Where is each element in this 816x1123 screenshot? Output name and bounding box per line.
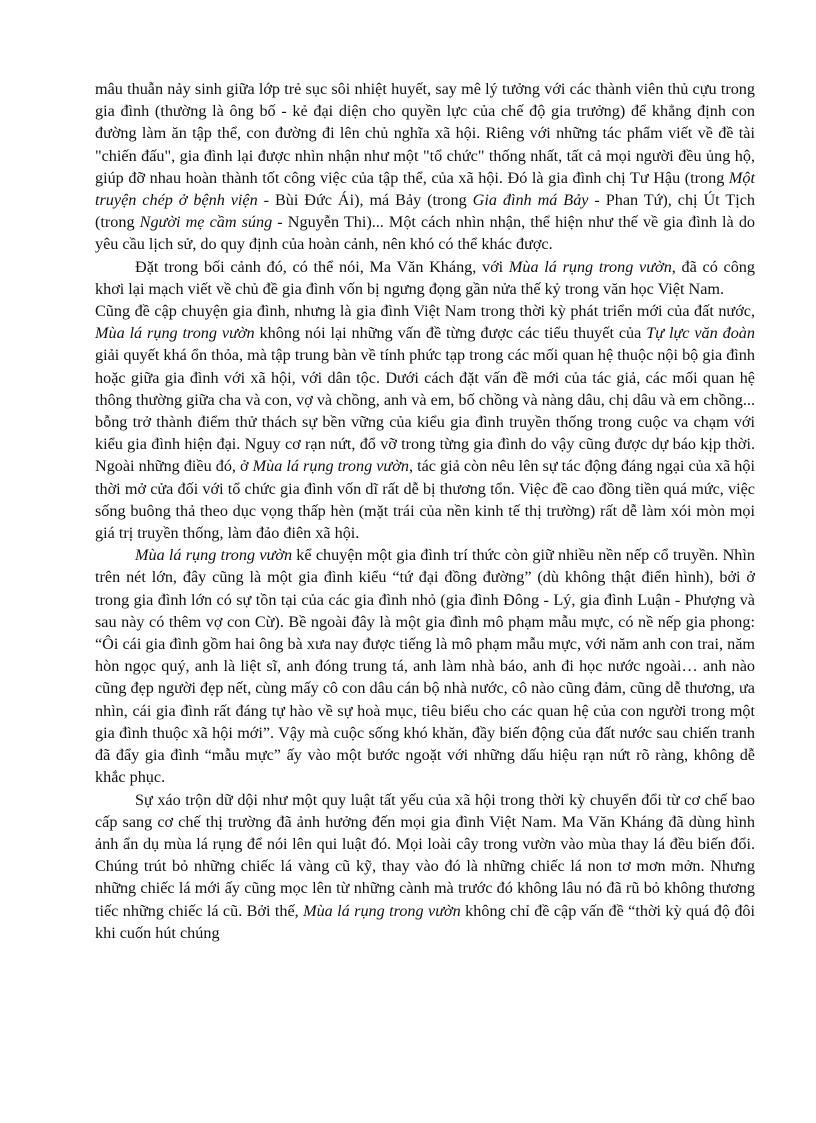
body-text: kể chuyện một gia đình trí thức còn giữ nhiều nền nếp cổ truyền. Nhìn trên nét lớn, đây cũng là một gia đình kiểu “tứ đại đồng đường” (dù không thật điển hình), bởi ở trong gia đình lớn có sự tồn tại của các gia đình nhỏ (gia đình Đông - Lý, gia đình Luận - Phượng và sau này có thêm vợ con Cừ). Bề ngoài đây là một gia đình mô phạm mẫu mực, có nề nếp gia phong: “Ôi cái gia đình gồm hai ông bà xưa nay được tiếng là mô phạm mẫu mực, với năm anh con trai, năm hòn ngọc quý, anh là liệt sĩ, anh đóng trung tá, anh làm nhà báo, anh đi học nước ngoài… anh nào cũng đẹp người đẹp nết, cùng mấy cô con dâu cán bộ nhà nước, cô nào cũng đảm, cũng dễ thương, ưa nhìn, cái gia đình rất đáng tự hào về sự hoà mục, tiêu biểu cho các quan hệ của con người trong một gia đình thuộc xã hội mới”. Vậy mà cuộc sống khó khăn, đầy biến động của đất nước sau chiến tranh đã đẩy gia đình “mẫu mực” ấy vào một bước ngoặt với những dấu hiệu rạn nứt rõ ràng, không dễ khắc phục. [95, 546, 755, 787]
italic-title-text: Người mẹ cầm súng [139, 213, 273, 232]
italic-title-text: Tự lực văn đoàn [646, 324, 755, 343]
body-text: - Phan Tứ), chị Út Tịch (trong [95, 191, 755, 232]
paragraph-5 [95, 789, 755, 944]
body-text: , đã có công khơi lại mạch viết về chủ đề gia đình vốn bị ngưng đọng gần nửa thế kỷ trong văn học Việt Nam. [95, 257, 755, 298]
body-text: không chỉ đề cập vấn đề “thời kỳ quá độ đôi khi cuốn hút chúng [95, 901, 756, 942]
paragraph-3 [95, 300, 755, 544]
body-text: - Bùi Đức Ái), má Bảy (trong [257, 191, 473, 210]
body-text: Đặt trong bối cảnh đó, có thể nói, Ma Văn Kháng, với [135, 257, 509, 276]
body-text: mâu thuẫn nảy sinh giữa lớp trẻ sục sôi nhiệt huyết, say mê lý tưởng với các thành viên thủ cựu trong gia đình (thường là ông bố - kẻ đại diện cho quyền lực của chế độ gia trưởng) để khẳng định con đường làm ăn tập thể, con đường đi lên chủ nghĩa xã hội. Riêng với những tác phẩm viết về đề tài "chiến đấu", gia đình lại được nhìn nhận như một "tổ chức" thống nhất, tất cả mọi người đều ủng hộ, giúp đỡ nhau hoàn thành tốt công việc của tập thể, của xã hội. Đó là gia đình chị Tư Hậu (trong [95, 80, 755, 187]
body-text: giải quyết khá ổn thỏa, mà tập trung bàn về tính phức tạp trong các mối quan hệ thuộc nội bộ gia đình hoặc giữa gia đình với xã hội, với dân tộc. Dưới cách đặt vấn đề mới của tác giả, các mối quan hệ thông thường giữa cha và con, vợ và chồng, anh và em, bố chồng và nàng dâu, chị dâu và em chồng... bỗng trở thành điểm thử thách sự bền vững của kiểu gia đình truyền thống trong cuộc va chạm với kiểu gia đình hiện đại. Nguy cơ rạn nứt, đổ vỡ trong từng gia đình do vậy cũng được dự báo kịp thời. Ngoài những điều đó, ở [95, 346, 755, 476]
document-page [95, 78, 755, 944]
body-text: Sự xáo trộn dữ dội như một quy luật tất yếu của xã hội trong thời kỳ chuyển đổi từ cơ chế bao cấp sang cơ chế thị trường đã ảnh hưởng đến mọi gia đình Việt Nam. Ma Văn Kháng đã dùng hình ảnh ẩn dụ mùa lá rụng để nói lên qui luật đó. Mọi loài cây trong vườn vào mùa thay lá đều biến đổi. Chúng trút bỏ những chiếc lá vàng cũ kỹ, thay vào đó là những chiếc lá non tơ mơn mởn. Nhưng những chiếc lá mới ấy cũng mọc lên từ những cành mà trước đó không lâu nó đã rũ bỏ không thương tiếc những chiếc lá cũ. Bởi thế, [95, 790, 755, 920]
italic-title-text: Một truyện chép ở bệnh viện [95, 168, 755, 210]
italic-title-text: Mùa lá rụng trong vườn [135, 546, 293, 565]
paragraph-1 [95, 78, 755, 256]
paragraph-2 [95, 256, 755, 300]
italic-title-text: Mùa lá rụng trong vườn [508, 257, 672, 276]
body-text: không nói lại những vấn đề từng được các tiểu thuyết của [254, 324, 647, 343]
italic-title-text: Mùa lá rụng trong vườn [252, 457, 409, 476]
italic-title-text: Gia đình má Bảy [472, 191, 589, 210]
italic-title-text: Mùa lá rụng trong vườn [303, 901, 461, 920]
body-text: , tác giả còn nêu lên sự tác động đáng ngại của xã hội thời mở cửa đối với tổ chức gia đình vốn dĩ rất dễ bị thương tổn. Việc đề cao đồng tiền quá mức, việc sống buông thả theo dục vọng thấp hèn (mặt trái của nền kinh tế thị trường) rất dễ làm xói mòn mọi giá trị truyền thống, làm đảo điên xã hội. [95, 457, 755, 543]
body-text: - Nguyễn Thi)... Một cách nhìn nhận, thể hiện như thế về gia đình là do yêu cầu lịch sử, do quy định của hoàn cảnh, nên khó có thể khác được. [95, 213, 756, 254]
paragraph-4 [95, 544, 755, 788]
italic-title-text: Mùa lá rụng trong vườn [95, 324, 255, 343]
body-text: Cũng đề cập chuyện gia đình, nhưng là gia đình Việt Nam trong thời kỳ phát triển mới của đất nước, [95, 302, 755, 321]
